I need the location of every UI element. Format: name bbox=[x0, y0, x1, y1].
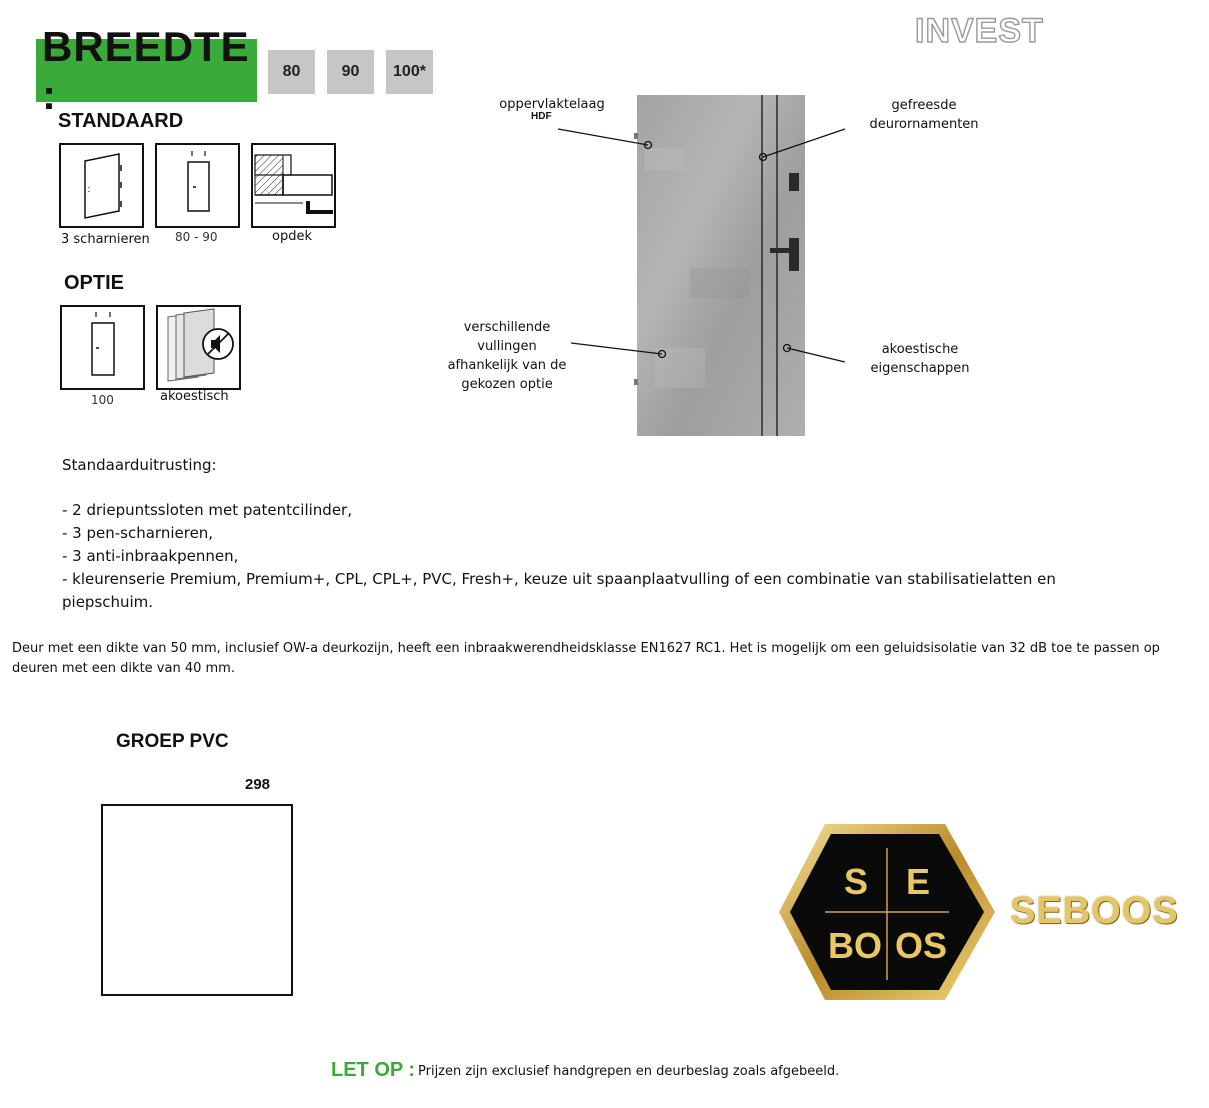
callout-milled: gefreesde deurornamenten bbox=[869, 98, 979, 132]
equipment-line: - 2 driepuntssloten met patentcilinder, bbox=[62, 501, 352, 519]
acoustic-layers-icon bbox=[156, 305, 241, 390]
callout-surface-sub: HDF bbox=[531, 111, 552, 122]
door-note: Deur met een dikte van 50 mm, inclusief OW-a deurkozijn, heeft een inbraakwerendheidsklasse EN1627 RC1. Het is mogelijk om een geluidsisolatie van 32 dB toe te passen op deuren met een dikte van 40 mm. bbox=[12, 641, 1160, 676]
seboos-letter-e: E bbox=[905, 861, 931, 902]
callout-fillings: verschillende vullingen afhankelijk van de gekozen optie bbox=[447, 320, 567, 392]
equipment-line: - 3 anti-inbraakpennen, bbox=[62, 547, 239, 565]
seboos-letters-bo: BO bbox=[828, 925, 882, 966]
color-swatch-298[interactable] bbox=[101, 804, 293, 996]
width-label: BREEDTE : bbox=[36, 39, 257, 102]
equipment-line: - kleurenserie Premium, Premium+, CPL, CPL+, PVC, Fresh+, keuze uit spaanplaatvulling of een combinatie van stabilisatielatten en piepschuim. bbox=[62, 570, 1056, 611]
width-option-80[interactable]: 80 bbox=[268, 50, 315, 94]
width-option-90[interactable]: 90 bbox=[327, 50, 374, 94]
standard-caption-hinges: 3 scharnieren bbox=[61, 232, 150, 247]
equipment-line: - 3 pen-scharnieren, bbox=[62, 524, 214, 542]
seboos-wordmark: SEBOOS bbox=[1010, 890, 1179, 932]
seboos-letter-s: S bbox=[843, 861, 869, 902]
equipment-title: Standaarduitrusting: bbox=[62, 456, 217, 474]
door-front-icon bbox=[155, 143, 240, 228]
footer-text: Prijzen zijn exclusief handgrepen en deurbeslag zoals afgebeeld. bbox=[418, 1064, 840, 1079]
group-title: GROEP PVC bbox=[116, 731, 229, 752]
option-caption-acoustic: akoestisch bbox=[160, 389, 229, 404]
width-option-100[interactable]: 100* bbox=[386, 50, 433, 94]
seboos-logo bbox=[775, 820, 999, 1004]
swatch-code: 298 bbox=[245, 776, 271, 793]
option-heading: OPTIE bbox=[64, 272, 125, 294]
rebate-section-icon bbox=[251, 143, 336, 228]
callout-acoustic: akoestische eigenschappen bbox=[870, 342, 970, 376]
footer-label: LET OP : bbox=[331, 1059, 416, 1081]
door-front-icon bbox=[60, 305, 145, 390]
standard-caption-opdek: opdek bbox=[272, 229, 312, 244]
equipment-list bbox=[62, 499, 1062, 614]
standard-heading: STANDAARD bbox=[58, 110, 184, 132]
door-hinges-icon bbox=[59, 143, 144, 228]
option-caption-100: 100 bbox=[91, 393, 114, 407]
invest-logo: INVEST bbox=[915, 12, 1044, 50]
callout-surface: oppervlaktelaag bbox=[499, 97, 605, 112]
seboos-letters-os: OS bbox=[894, 925, 948, 966]
door-illustration bbox=[440, 88, 1000, 448]
standard-caption-size: 80 - 90 bbox=[175, 230, 218, 244]
